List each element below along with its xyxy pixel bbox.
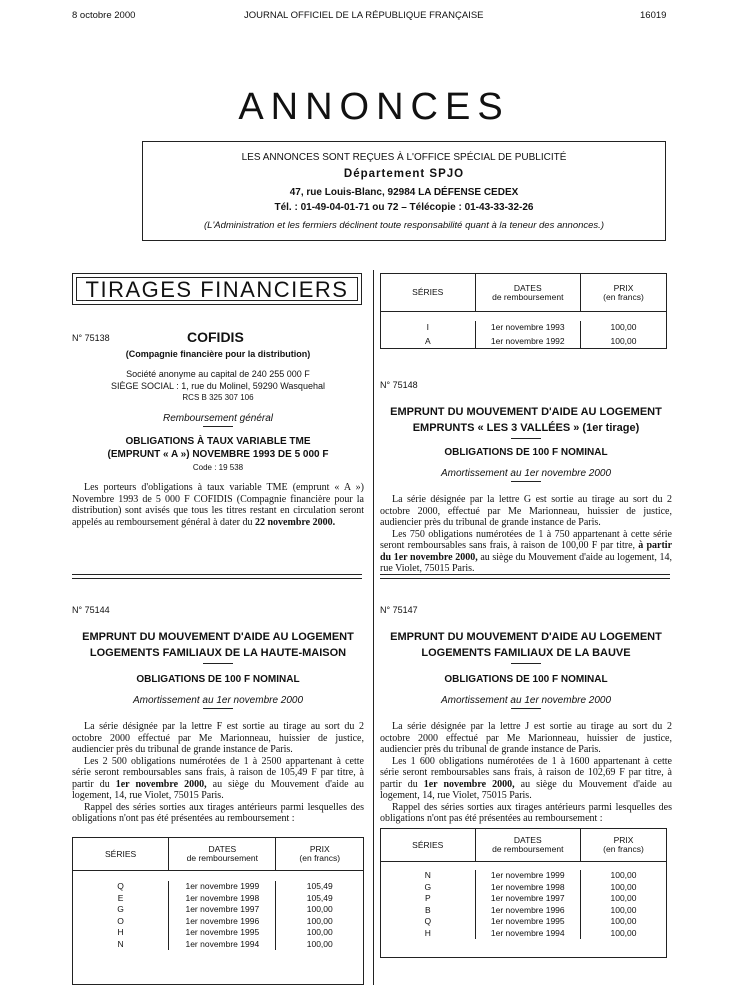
col-header-dates-sub: de remboursement <box>186 853 258 863</box>
series-cell: B <box>424 904 431 915</box>
announcement-title-1: EMPRUNT DU MOUVEMENT D'AIDE AU LOGEMENT <box>82 631 354 643</box>
col-header-prix: PRIX <box>613 282 634 293</box>
series-cell: O <box>117 915 124 926</box>
amortissement-line: Amortissement au 1er novembre 2000 <box>440 468 612 479</box>
paragraph-2-date: 1er novembre 2000, <box>115 778 207 790</box>
date-cell: 1er novembre 1997 <box>475 893 580 905</box>
col-header-prix-sub: (en francs) <box>299 853 341 863</box>
notice-line-1: LES ANNONCES SONT REÇUES À L'OFFICE SPÉCIAL DE PUBLICITÉ <box>241 152 567 163</box>
announcement-title-2: EMPRUNTS « LES 3 VALLÉES » (1er tirage) <box>412 422 640 434</box>
col-header-dates-sub: de remboursement <box>492 291 564 302</box>
paragraph-1: La série désignée par la lettre J est sortie au tirage au sort du 2 octobre 2000 effectué par Me Marionneau, huissier de justice, audiencier près du tribunal de grande instance de Paris. <box>380 721 672 755</box>
price-cell: 100,00 <box>580 928 666 940</box>
table-75138 <box>380 273 667 349</box>
cofidis-announcement <box>72 329 364 528</box>
section-separator <box>380 574 670 579</box>
page-title: ANNONCES <box>238 86 510 128</box>
divider <box>203 708 233 709</box>
price-cell: 100,00 <box>276 904 363 916</box>
col-header-prix: PRIX <box>613 835 634 845</box>
col-header-series: SÉRIES <box>381 829 475 862</box>
date-cell: 1er novembre 1999 <box>169 881 276 893</box>
column-divider <box>373 270 374 985</box>
date-cell: 1er novembre 1993 <box>475 321 580 334</box>
col-header-prix-sub: (en francs) <box>603 291 644 302</box>
date-cell: 1er novembre 1998 <box>169 893 276 905</box>
amortissement-line: Amortissement au 1er novembre 2000 <box>440 695 612 706</box>
price-cell: 100,00 <box>580 335 666 348</box>
header-journal: JOURNAL OFFICIEL DE LA RÉPUBLIQUE FRANÇAISE <box>244 10 484 21</box>
price-cell: 100,00 <box>580 882 666 894</box>
notice-department: Département SPJO <box>343 168 465 180</box>
company-name: COFIDIS <box>187 329 244 345</box>
series-cell: P <box>424 893 431 903</box>
announcement-title-2: LOGEMENTS FAMILIAUX DE LA BAUVE <box>421 647 631 659</box>
col-header-dates: DATES <box>513 835 542 845</box>
divider <box>511 663 541 664</box>
divider <box>511 708 541 709</box>
cofidis-text-a: Les porteurs d'obligations à taux variable TME (emprunt « A ») Novembre 1993 de 5 000 F COFIDIS (Compagnie financière pour la distribution) sont avisés que tous les titres restant en circulation seront appelés au remboursement général à dater du <box>72 482 364 528</box>
series-cell: N <box>117 938 124 949</box>
table-75147 <box>380 828 667 958</box>
announcement-75147 <box>380 605 672 825</box>
date-cell: 1er novembre 1999 <box>475 870 580 882</box>
paragraph-2a: Les 2 500 obligations numérotées de 1 à 2500 appartenant à cette série seront remboursables sans frais, à raison de 105,49 F par titre, à partir du <box>72 755 364 790</box>
announcement-title-1: EMPRUNT DU MOUVEMENT D'AIDE AU LOGEMENT <box>390 631 662 643</box>
paragraph-2c: au siège du Mouvement d'aide au logement, 14, rue Violet, 75015 Paris. <box>72 778 364 801</box>
price-cell: 100,00 <box>276 927 363 939</box>
table-row <box>381 321 666 334</box>
paragraph-2-date: 1er novembre 2000, <box>423 778 515 790</box>
price-cell: 100,00 <box>580 905 666 917</box>
date-cell: 1er novembre 1994 <box>169 939 276 951</box>
company-seat: SIÈGE SOCIAL : 1, rue du Molinel, 59290 Wasquehal <box>111 381 325 391</box>
divider <box>511 438 541 439</box>
col-header-dates: DATES <box>513 282 542 293</box>
series-cell: G <box>424 881 432 892</box>
obligation-nominal: OBLIGATIONS DE 100 F NOMINAL <box>444 447 608 458</box>
price-cell: 100,00 <box>580 916 666 928</box>
announcement-title-2: LOGEMENTS FAMILIAUX DE LA HAUTE-MAISON <box>89 647 347 659</box>
table-row <box>381 916 666 928</box>
price-cell: 105,49 <box>276 881 363 893</box>
obligation-title-2: (EMPRUNT « A ») NOVEMBRE 1993 DE 5 000 F <box>107 449 329 460</box>
announcement-number: N° 75148 <box>380 380 418 390</box>
company-rcs: RCS B 325 307 106 <box>182 393 254 402</box>
section-title-box <box>72 273 362 305</box>
table-row <box>73 881 363 893</box>
obligation-code: Code : 19 538 <box>192 463 244 472</box>
obligation-nominal: OBLIGATIONS DE 100 F NOMINAL <box>444 674 608 685</box>
paragraph-1: La série désignée par la lettre F est sortie au tirage au sort du 2 octobre 2000 effectué par Me Marionneau, huissier de justice, audiencier près du tribunal de grande instance de Paris. <box>72 721 364 755</box>
section-title: TIRAGES FINANCIERS <box>76 277 358 301</box>
series-cell: I <box>426 322 429 333</box>
col-header-dates: DATES <box>208 844 237 854</box>
date-cell: 1er novembre 1997 <box>169 904 276 916</box>
date-cell: 1er novembre 1998 <box>475 882 580 894</box>
notice-disclaimer: (L'Administration et les fermiers déclinent toute responsabilité quant à la teneur des annonces.) <box>204 220 604 231</box>
date-cell: 1er novembre 1996 <box>169 916 276 928</box>
announcement-number: N° 75144 <box>72 605 110 615</box>
obligation-nominal: OBLIGATIONS DE 100 F NOMINAL <box>136 674 300 685</box>
announcement-75144 <box>72 605 364 825</box>
obligation-title-1: OBLIGATIONS À TAUX VARIABLE TME <box>125 436 311 447</box>
series-cell: G <box>117 904 124 914</box>
date-cell: 1er novembre 1992 <box>475 335 580 348</box>
header-date: 8 octobre 2000 <box>72 10 136 21</box>
announcement-75148 <box>380 380 672 575</box>
paragraph-3: Rappel des séries sorties aux tirages antérieurs parmi lesquelles des obligations n'ont pas été présentées au remboursement : <box>72 801 364 824</box>
paragraph-2c: au siège du Mouvement d'aide au logement, 14, rue Violet, 75015 Paris. <box>380 551 672 574</box>
price-cell: 100,00 <box>276 939 363 951</box>
series-cell: H <box>424 927 431 938</box>
table-75144 <box>72 837 364 985</box>
amortissement-line: Amortissement au 1er novembre 2000 <box>132 695 304 706</box>
announcement-title-1: EMPRUNT DU MOUVEMENT D'AIDE AU LOGEMENT <box>390 406 662 418</box>
series-cell: A <box>424 335 431 346</box>
divider <box>203 663 233 664</box>
col-header-prix-sub: (en francs) <box>603 844 644 854</box>
announcement-body <box>380 494 672 575</box>
col-header-series: SÉRIES <box>73 838 169 871</box>
series-cell: Q <box>424 916 432 926</box>
paragraph-2c: au siège du Mouvement d'aide au logement, 14, rue Violet, 75015 Paris. <box>380 778 672 801</box>
col-header-series: SÉRIES <box>381 274 475 312</box>
company-capital: Société anonyme au capital de 240 255 000 F <box>126 369 310 379</box>
company-subtitle: (Compagnie financière pour la distribution) <box>125 349 311 359</box>
section-separator <box>72 574 362 579</box>
announcement-number: N° 75147 <box>380 605 418 615</box>
paragraph-2a: Les 750 obligations numérotées de 1 à 750 appartenant à cette série seront remboursables sans frais, à raison de 100,00 F par titre, <box>380 528 672 551</box>
header-page-number: 16019 <box>640 10 667 21</box>
series-cell: Q <box>117 881 124 891</box>
table-row <box>381 893 666 905</box>
price-cell: 100,00 <box>580 870 666 882</box>
date-cell: 1er novembre 1995 <box>475 916 580 928</box>
paragraph-1: La série désignée par la lettre G est sortie au tirage au sort du 2 octobre 2000, effectué par Me Marionneau, huissier de justice, audiencier près du tribunal de grande instance de Paris. <box>380 494 672 528</box>
cofidis-text-date: 22 novembre 2000. <box>254 516 336 528</box>
price-cell: 105,49 <box>276 893 363 905</box>
date-cell: 1er novembre 1996 <box>475 905 580 917</box>
table-row <box>73 904 363 916</box>
date-cell: 1er novembre 1995 <box>169 927 276 939</box>
table-row <box>73 939 363 951</box>
notice-phone: Tél. : 01-49-04-01-71 ou 72 – Télécopie : 01-43-33-32-26 <box>274 202 534 213</box>
paragraph-3: Rappel des séries sorties aux tirages antérieurs parmi lesquelles des obligations n'ont pas été présentées au remboursement : <box>380 801 672 824</box>
table-row <box>381 870 666 882</box>
table-row <box>381 928 666 940</box>
date-cell: 1er novembre 1994 <box>475 928 580 940</box>
table-row <box>381 335 666 348</box>
cofidis-text <box>72 482 364 528</box>
notice-address: 47, rue Louis-Blanc, 92984 LA DÉFENSE CEDEX <box>289 187 519 198</box>
divider <box>511 481 541 482</box>
announcement-body <box>72 721 364 825</box>
series-cell: H <box>117 927 124 937</box>
series-cell: E <box>117 892 124 903</box>
announcement-number: N° 75138 <box>72 333 110 343</box>
table-row <box>73 927 363 939</box>
announcement-body <box>380 721 672 825</box>
divider <box>203 426 233 427</box>
price-cell: 100,00 <box>580 321 666 334</box>
table-row <box>73 916 363 928</box>
col-header-prix: PRIX <box>309 844 330 854</box>
paragraph-2a: Les 1 600 obligations numérotées de 1 à 1600 appartenant à cette série seront remboursables sans frais, à raison de 102,69 F par titre, à partir du <box>380 755 672 790</box>
remboursement-heading: Remboursement général <box>162 413 274 424</box>
series-cell: N <box>424 870 431 880</box>
price-cell: 100,00 <box>580 893 666 905</box>
paragraph-2-date: à partir du 1er novembre 2000, <box>380 540 673 563</box>
table-row <box>381 905 666 917</box>
table-row <box>73 893 363 905</box>
col-header-dates-sub: de remboursement <box>492 844 564 854</box>
table-row <box>381 882 666 894</box>
notice-box <box>142 141 666 241</box>
price-cell: 100,00 <box>276 916 363 928</box>
